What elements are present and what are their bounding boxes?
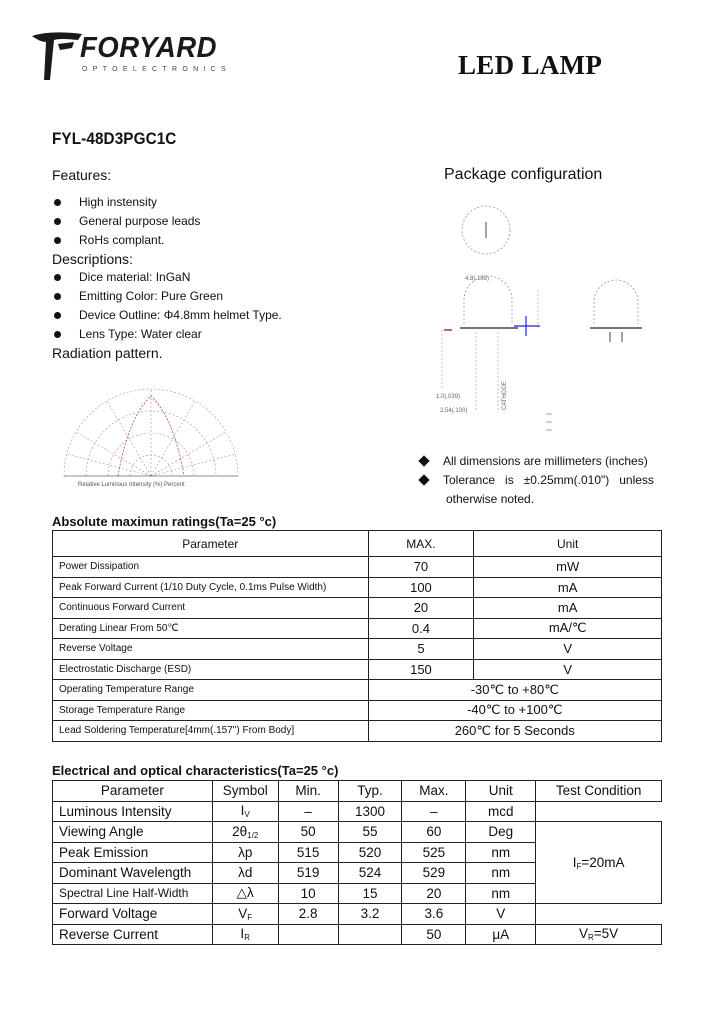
table-row: Viewing Angle $2\theta_{1/2}$ 50 55 60 Deg $I_F=20mA$ (53, 822, 662, 843)
bullet-icon (54, 199, 61, 206)
abs-max-heading: Absolute maximun ratings(Ta=25 °c) (52, 514, 277, 529)
table-row: Continuous Forward Current 20 mA (53, 598, 662, 619)
abs-max-table (52, 530, 662, 742)
table-row: Lead Soldering Temperature[4mm(.157") From Body] 260℃ for 5 Seconds (53, 721, 662, 742)
table-row: Peak Emission λp 515 520 525 nm (53, 842, 662, 863)
features-heading: Features: (52, 167, 112, 183)
brand-name: FORYARD (80, 32, 218, 64)
bullet-icon (54, 331, 61, 338)
package-drawing (430, 200, 670, 440)
feature-item: RoHs complant. (52, 233, 164, 247)
table-row: Reverse Voltage 5 V (53, 639, 662, 660)
document-title: LED LAMP (458, 50, 603, 80)
radiation-pattern-diagram (58, 378, 244, 490)
foryard-logo (30, 30, 260, 80)
diamond-bullet-icon (418, 455, 429, 466)
feature-item: High instensity (52, 195, 157, 209)
diamond-bullet-icon (418, 474, 429, 485)
elec-table (52, 780, 662, 945)
part-number: FYL-48D3PGC1C (52, 129, 177, 148)
test-condition-vr: $V_R=5V$ (536, 924, 662, 945)
description-item: Emitting Color: Pure Green (52, 289, 223, 303)
bullet-icon (54, 293, 61, 300)
note-item: Tolerance is ±0.25mm(.010") unless (420, 473, 676, 487)
table-header-row: Parameter MAX. Unit (53, 531, 662, 557)
bullet-icon (54, 237, 61, 244)
svg-text:2.54(.100): 2.54(.100) (440, 408, 468, 414)
brand-subtitle: OPTOELECTRONICS (82, 66, 231, 73)
elec-heading: Electrical and optical characteristics(Ta=25 °c) (52, 763, 339, 778)
svg-text:4.8(.189): 4.8(.189) (465, 276, 490, 282)
radiation-caption: Relative Luminous Intensity (%) Percent (78, 482, 185, 488)
description-item: Device Outline: Φ4.8mm helmet Type. (52, 308, 282, 322)
table-row: Luminous Intensity $I_V$ – 1300 – mcd (53, 801, 662, 822)
table-header-row: Parameter Symbol Min. Typ. Max. Unit Test Condition (53, 781, 662, 802)
feature-item: General purpose leads (52, 214, 200, 228)
table-row: Derating Linear From 50℃ 0.4 mA/℃ (53, 618, 662, 639)
table-row: Dominant Wavelength λd 519 524 529 nm (53, 863, 662, 884)
table-row: Peak Forward Current (1/10 Duty Cycle, 0.1ms Pulse Width) 100 mA (53, 577, 662, 598)
descriptions-heading: Descriptions: (52, 251, 133, 267)
svg-text:1.0(.039): 1.0(.039) (436, 394, 461, 400)
bullet-icon (54, 274, 61, 281)
description-item: Lens Type: Water clear (52, 327, 202, 341)
table-row: Reverse Current $I_R$ 50 μA $V_R=5V$ (53, 924, 662, 945)
package-heading: Package configuration (444, 166, 603, 183)
table-row: Power Dissipation 70 mW (53, 557, 662, 578)
description-item: Dice material: InGaN (52, 270, 190, 284)
note-item-cont: otherwise noted. (446, 492, 535, 506)
table-row: Operating Temperature Range -30℃ to +80℃ (53, 680, 662, 701)
radiation-heading: Radiation pattern. (52, 345, 163, 361)
table-row: Forward Voltage $V_F$ 2.8 3.2 3.6 V (53, 904, 662, 925)
note-item: All dimensions are millimeters (inches) (420, 454, 648, 468)
table-row: Spectral Line Half-Width △λ 10 15 20 nm (53, 883, 662, 904)
test-condition-if: $I_F=20mA$ (536, 822, 662, 904)
bullet-icon (54, 312, 61, 319)
table-row: Electrostatic Discharge (ESD) 150 V (53, 659, 662, 680)
table-row: Storage Temperature Range -40℃ to +100℃ (53, 700, 662, 721)
bullet-icon (54, 218, 61, 225)
svg-text:CATHODE: CATHODE (502, 381, 508, 410)
